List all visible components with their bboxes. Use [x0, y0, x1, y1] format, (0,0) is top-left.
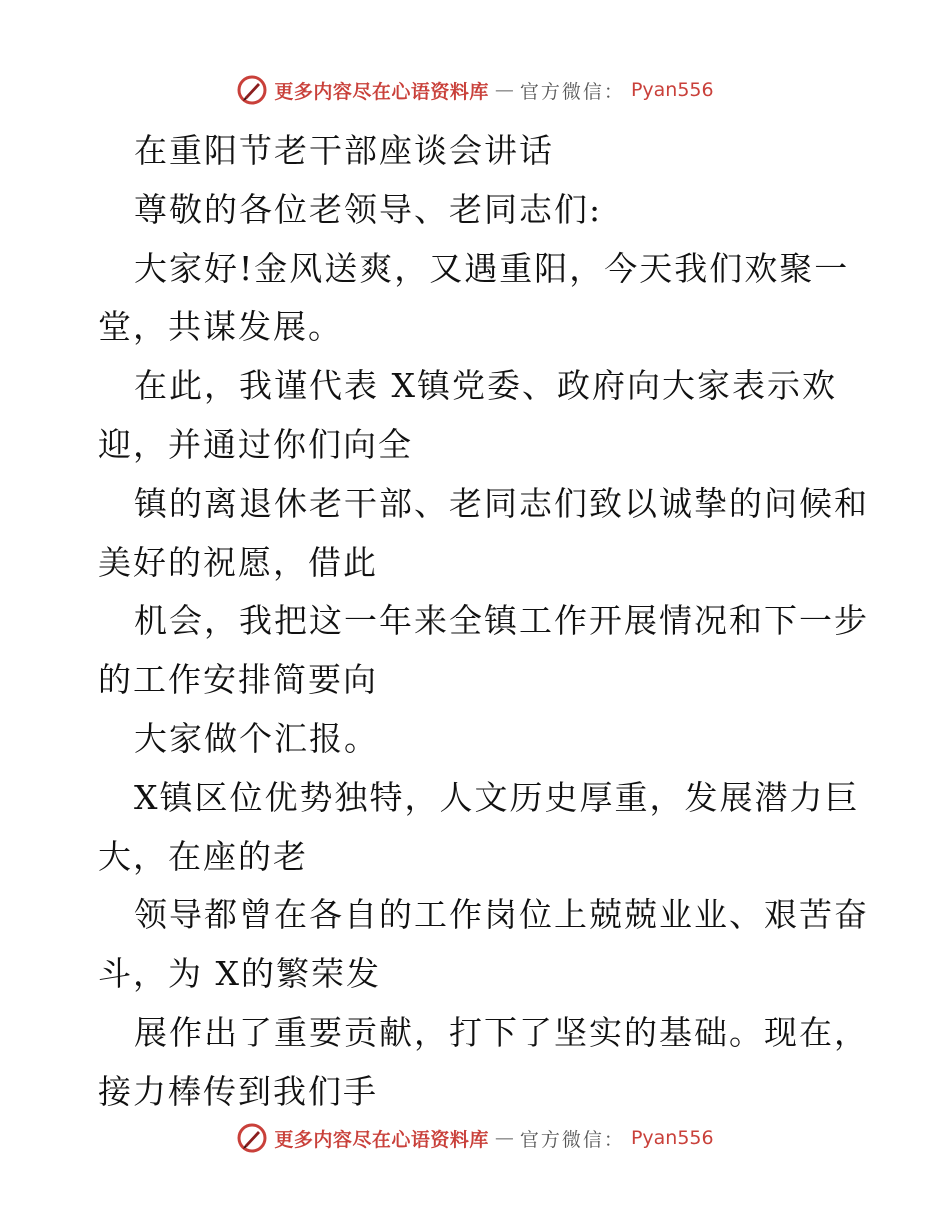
text-line: 在此，我谨代表 X镇党委、政府向大家表示欢 — [134, 366, 837, 406]
footer-banner — [0, 1118, 950, 1158]
document-body — [98, 122, 869, 1122]
banner-official-label: 官方微信： — [519, 1128, 625, 1151]
banner-wechat-id: Pyan556 — [630, 79, 714, 101]
text-line: X镇区位优势独特，人文历史厚重，发展潜力巨 — [134, 777, 860, 817]
text-line: 堂，共谋发展。 — [98, 307, 343, 347]
text-line: 的工作安排简要向 — [98, 660, 378, 700]
banner-official-label: 官方微信： — [519, 80, 625, 103]
text-line: 镇的离退休老干部、老同志们致以诚挚的问候和 — [134, 483, 869, 523]
header-banner — [0, 70, 950, 110]
banner-dash: — — [494, 1127, 514, 1149]
banner-wechat-id: Pyan556 — [630, 1127, 714, 1149]
banner-dash: — — [494, 79, 514, 101]
document-title: 在重阳节老干部座谈会讲话 — [134, 131, 554, 170]
banner-brand-text: 更多内容尽在心语资料库 — [274, 1128, 489, 1151]
text-line: 大家做个汇报。 — [134, 718, 379, 758]
text-line: 迎，并通过你们向全 — [98, 424, 413, 464]
text-line: 展作出了重要贡献，打下了坚实的基础。现在， — [134, 1012, 869, 1052]
text-line: 接力棒传到我们手 — [98, 1071, 378, 1111]
text-line: 大，在座的老 — [98, 836, 308, 876]
quill-pen-logo-icon — [236, 74, 268, 106]
text-line: 斗，为 X的繁荣发 — [98, 954, 381, 994]
text-line: 尊敬的各位老领导、老同志们: — [134, 189, 603, 229]
banner-brand-text: 更多内容尽在心语资料库 — [274, 80, 489, 103]
text-line: 美好的祝愿，借此 — [98, 542, 378, 582]
text-line: 领导都曾在各自的工作岗位上兢兢业业、艰苦奋 — [134, 895, 869, 935]
text-line: 机会，我把这一年来全镇工作开展情况和下一步 — [134, 601, 869, 641]
text-line: 大家好!金风送爽，又遇重阳，今天我们欢聚一 — [134, 248, 850, 288]
quill-pen-logo-icon — [236, 1122, 268, 1154]
